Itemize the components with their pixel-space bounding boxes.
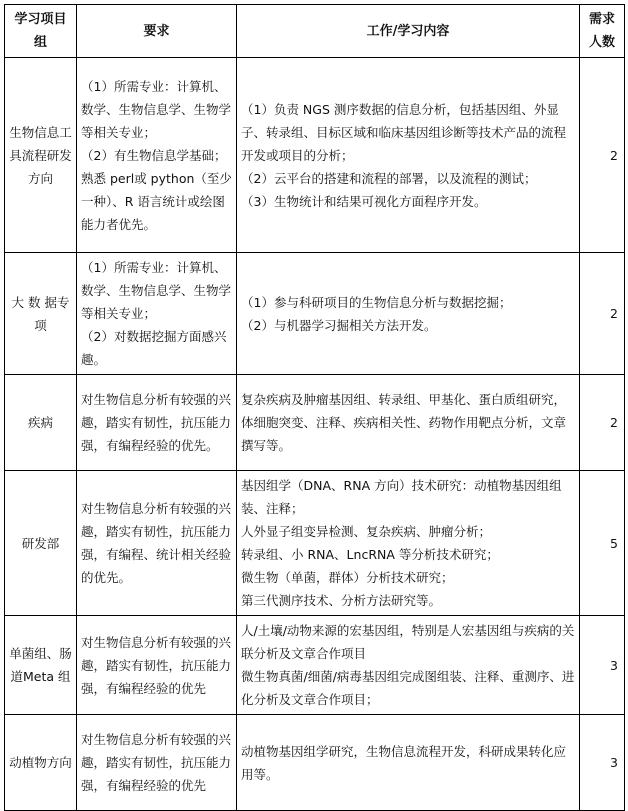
row-group: 单菌组、肠道Meta 组 bbox=[5, 616, 77, 715]
row-content: 复杂疾病及肿瘤基因组、转录组、甲基化、蛋白质组研究，体细胞突变、注释、疾病相关性、药物作用靶点分析，文章撰写等。 bbox=[237, 375, 580, 471]
row-requirements: 对生物信息分析有较强的兴趣，踏实有韧性，抗压能力强，有编程经验的优先。 bbox=[77, 375, 237, 471]
row-count: 5 bbox=[580, 471, 625, 616]
row-count: 3 bbox=[580, 616, 625, 715]
row-count: 2 bbox=[580, 375, 625, 471]
row-content: （1）参与科研项目的生物信息分析与数据挖掘； （2）与机器学习掘相关方法开发。 bbox=[237, 253, 580, 375]
row-requirements: 对生物信息分析有较强的兴趣，踏实有韧性，抗压能力强，有编程经验的优先 bbox=[77, 715, 237, 811]
table-row bbox=[5, 616, 625, 715]
row-count: 3 bbox=[580, 715, 625, 811]
row-requirements: 对生物信息分析有较强的兴趣，踏实有韧性，抗压能力强，有编程、统计相关经验的优先。 bbox=[77, 471, 237, 616]
row-group: 生物信息工具流程研发方向 bbox=[5, 58, 77, 253]
row-group: 研发部 bbox=[5, 471, 77, 616]
row-requirements: （1）所需专业：计算机、数学、生物信息学、生物学等相关专业； （2）对数据挖掘方面感兴趣。 bbox=[77, 253, 237, 375]
header-content: 工作/学习内容 bbox=[237, 5, 580, 58]
row-requirements: 对生物信息分析有较强的兴趣，踏实有韧性，抗压能力强，有编程经验的优先 bbox=[77, 616, 237, 715]
table-row bbox=[5, 58, 625, 253]
row-count: 2 bbox=[580, 58, 625, 253]
row-group: 动植物方向 bbox=[5, 715, 77, 811]
header-count: 需求人数 bbox=[580, 5, 625, 58]
requirements-table bbox=[4, 4, 625, 811]
table-row bbox=[5, 715, 625, 811]
header-requirements: 要求 bbox=[77, 5, 237, 58]
table-row bbox=[5, 253, 625, 375]
row-content: 基因组学（DNA、RNA 方向）技术研究：动植物基因组组装、注释； 人外显子组变异检测、复杂疾病、肿瘤分析； 转录组、小 RNA、LncRNA 等分析技术研究； 微生物（单菌，群体）分析技术研究； 第三代测序技术、分析方法研究等。 bbox=[237, 471, 580, 616]
row-group: 疾病 bbox=[5, 375, 77, 471]
row-content: 动植物基因组学研究，生物信息流程开发，科研成果转化应用等。 bbox=[237, 715, 580, 811]
table-row bbox=[5, 375, 625, 471]
table-header-row bbox=[5, 5, 625, 58]
row-count: 2 bbox=[580, 253, 625, 375]
header-group: 学习项目组 bbox=[5, 5, 77, 58]
row-content: （1）负责 NGS 测序数据的信息分析，包括基因组、外显子、转录组、目标区域和临床基因组诊断等技术产品的流程开发或项目的分析； （2）云平台的搭建和流程的部署，以及流程的测试； （3）生物统计和结果可视化方面程序开发。 bbox=[237, 58, 580, 253]
row-group: 大 数 据专项 bbox=[5, 253, 77, 375]
table-row bbox=[5, 471, 625, 616]
row-content: 人/土壤/动物来源的宏基因组，特别是人宏基因组与疾病的关联分析及文章合作项目 微生物真菌/细菌/病毒基因组完成图组装、注释、重测序、进化分析及文章合作项目； bbox=[237, 616, 580, 715]
row-requirements: （1）所需专业：计算机、数学、生物信息学、生物学等相关专业； （2）有生物信息学基础；熟悉 perl或 python（至少一种）、R 语言统计或绘图能力者优先。 bbox=[77, 58, 237, 253]
